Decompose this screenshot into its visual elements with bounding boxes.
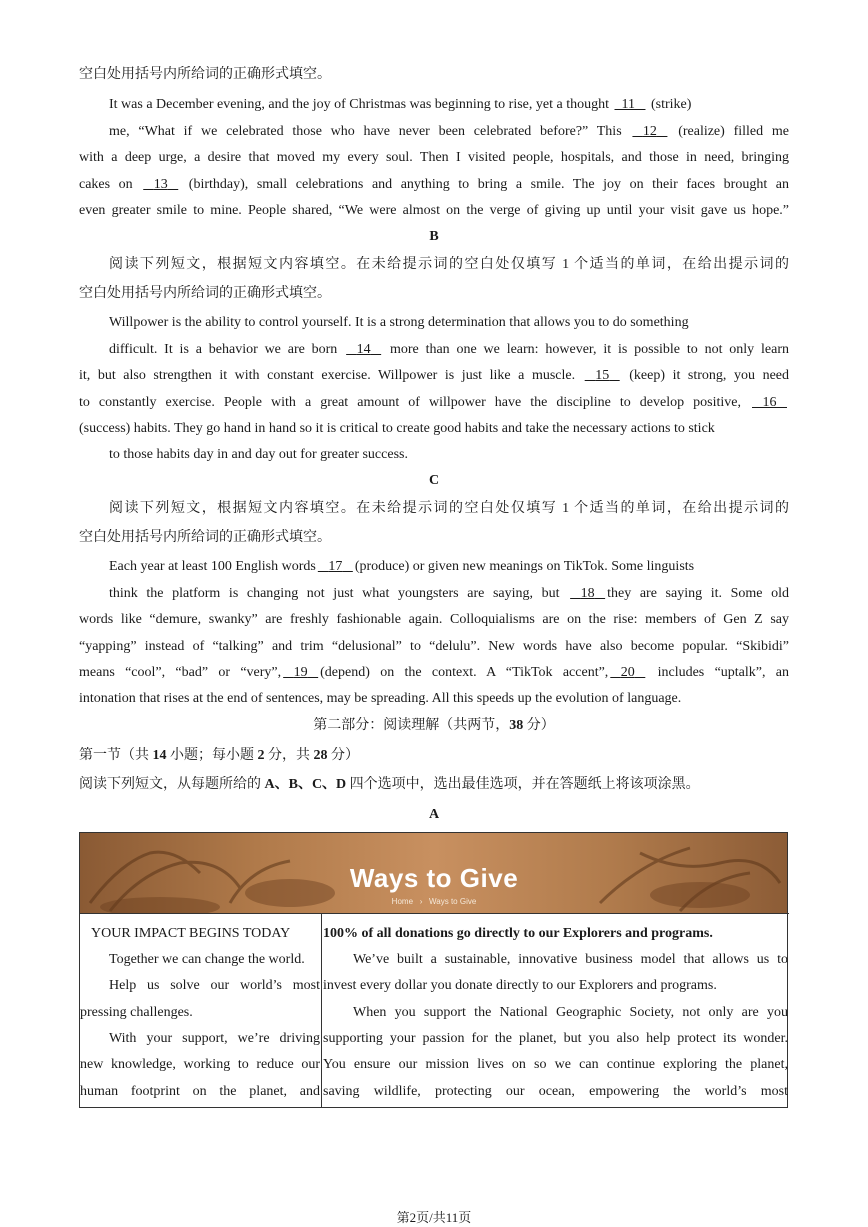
blank-18[interactable]: 18 <box>580 586 595 601</box>
passage-c-line-3: words like “demure, swanky” are freshly fashionable again. Colloquialisms are on the rise: members of Gen Z say <box>79 612 789 627</box>
passage-b-line-4: to constantly exercise. People with a great amount of willpower have the discipline to develop positive, 16 <box>79 394 789 412</box>
reading-instruction: 阅读下列短文，从每题所给的 A、B、C、D 四个选项中，选出最佳选项，并在答题纸上将该项涂黑。 <box>79 777 700 792</box>
page-number: 第2页/共11页 <box>396 1210 472 1225</box>
table-divider <box>79 913 789 914</box>
passage-c-line-4: “yapping” instead of “talking” and trim “delusional” to “delulu”. New words have also become popular. “Skibidi” <box>79 639 789 654</box>
right-cell-2: invest every dollar you donate directly to our Explorers and programs. <box>323 978 717 993</box>
right-cell-6: saving wildlife, protecting our ocean, empowering the world’s most <box>323 1084 788 1099</box>
section-c-instruction-1: 阅读下列短文，根据短文内容填空。在未给提示词的空白处仅填写 1 个适当的单词，在给出提示词的 <box>109 501 789 516</box>
right-cell-4: supporting your passion for the planet, but you also help protect its wonder. <box>323 1031 788 1046</box>
passage-a-line-4: cakes on 13 (birthday), small celebrations and anything to bring a smile. The joy on their faces brought an <box>79 177 789 192</box>
passage-a-line-2: me, “What if we celebrated those who have never been celebrated before?” This 12 (realize) filled me <box>109 124 789 139</box>
passage-c-line-2: think the platform is changing not just what youngsters are saying, but 18 they are saying it. Some old <box>109 586 789 601</box>
right-cell-1: We’ve built a sustainable, innovative business model that allows us to <box>353 952 788 967</box>
right-cell-0: 100% of all donations go directly to our Explorers and programs. <box>323 926 713 941</box>
left-cell-4: With your support, we’re driving <box>109 1031 320 1046</box>
passage-b-line-2: difficult. It is a behavior we are born 14 more than one we learn: however, it is possible to not only learn <box>109 342 789 357</box>
blank-12[interactable]: 12 <box>642 124 657 139</box>
right-cell-5: You ensure our mission lives on so we can continue exploring the planet, <box>323 1057 788 1072</box>
banner-breadcrumb: Home › Ways to Give <box>391 897 477 906</box>
blank-13[interactable]: 13 <box>153 177 168 192</box>
reading-a-heading: A <box>428 807 440 822</box>
section-b-heading: B <box>429 229 439 244</box>
passage-a-line-5: even greater smile to mine. People shared, “We were almost on the verge of giving up until your visit gave us hope.” <box>79 203 789 218</box>
passage-b-line-5: (success) habits. They go hand in hand so it is critical to create good habits and take the necessary actions to stick <box>79 421 715 436</box>
passage-c-line-5: means “cool”, “bad” or “very”, 19 (depend) on the context. A “TikTok accent”, 20 includes “uptalk”, an <box>79 665 789 680</box>
instruction-tail: 空白处用括号内所给词的正确形式填空。 <box>79 67 331 82</box>
banner-title: Ways to Give <box>349 863 519 893</box>
blank-11[interactable]: 11 <box>621 97 635 112</box>
right-cell-3: When you support the National Geographic Society, not only are you <box>353 1005 788 1020</box>
part-two-title: 第二部分：阅读理解（共两节，38 分） <box>313 718 555 733</box>
blank-19[interactable]: 19 <box>293 665 308 680</box>
section-b-instruction-1: 阅读下列短文，根据短文内容填空。在未给提示词的空白处仅填写 1 个适当的单词，在给出提示词的 <box>109 257 789 272</box>
blank-20[interactable]: 20 <box>620 665 635 680</box>
left-cell-6: human footprint on the planet, and <box>80 1084 320 1099</box>
section-one-title: 第一节（共 14 小题；每小题 2 分，共 28 分） <box>79 748 359 763</box>
left-cell-0: YOUR IMPACT BEGINS TODAY <box>91 926 291 941</box>
section-b-instruction-2: 空白处用括号内所给词的正确形式填空。 <box>79 286 331 301</box>
passage-c-line-1: Each year at least 100 English words 17 (produce) or given new meanings on TikTok. Some linguists <box>109 559 695 574</box>
left-cell-2: Help us solve our world’s most <box>109 978 320 993</box>
left-cell-3: pressing challenges. <box>80 1005 193 1020</box>
blank-15[interactable]: 15 <box>595 368 610 383</box>
passage-a-line-3: with a deep urge, a desire that moved my every soul. Then I visited people, hospitals, and those in need, bringing <box>79 150 789 165</box>
blank-14[interactable]: 14 <box>356 342 371 357</box>
blank-16[interactable]: 16 <box>762 395 777 410</box>
blank-17[interactable]: 17 <box>328 559 343 574</box>
section-c-heading: C <box>428 473 440 488</box>
passage-b-line-6: to those habits day in and day out for greater success. <box>109 447 408 462</box>
passage-b-line-1: Willpower is the ability to control yourself. It is a strong determination that allows you to do something <box>109 315 689 330</box>
column-divider <box>321 913 322 1108</box>
passage-a-line-1: It was a December evening, and the joy of Christmas was beginning to rise, yet a thought 11 (strike) <box>109 97 692 112</box>
left-cell-5: new knowledge, working to reduce our <box>80 1057 320 1072</box>
passage-c-line-6: intonation that rises at the end of sentences, may be spreading. All this speeds up the evolution of language. <box>79 691 682 706</box>
section-c-instruction-2: 空白处用括号内所给词的正确形式填空。 <box>79 530 331 545</box>
passage-b-line-3: it, but also strengthen it with constant exercise. Willpower is just like a muscle. 15 (keep) it strong, you need <box>79 368 789 383</box>
left-cell-1: Together we can change the world. <box>109 952 305 967</box>
